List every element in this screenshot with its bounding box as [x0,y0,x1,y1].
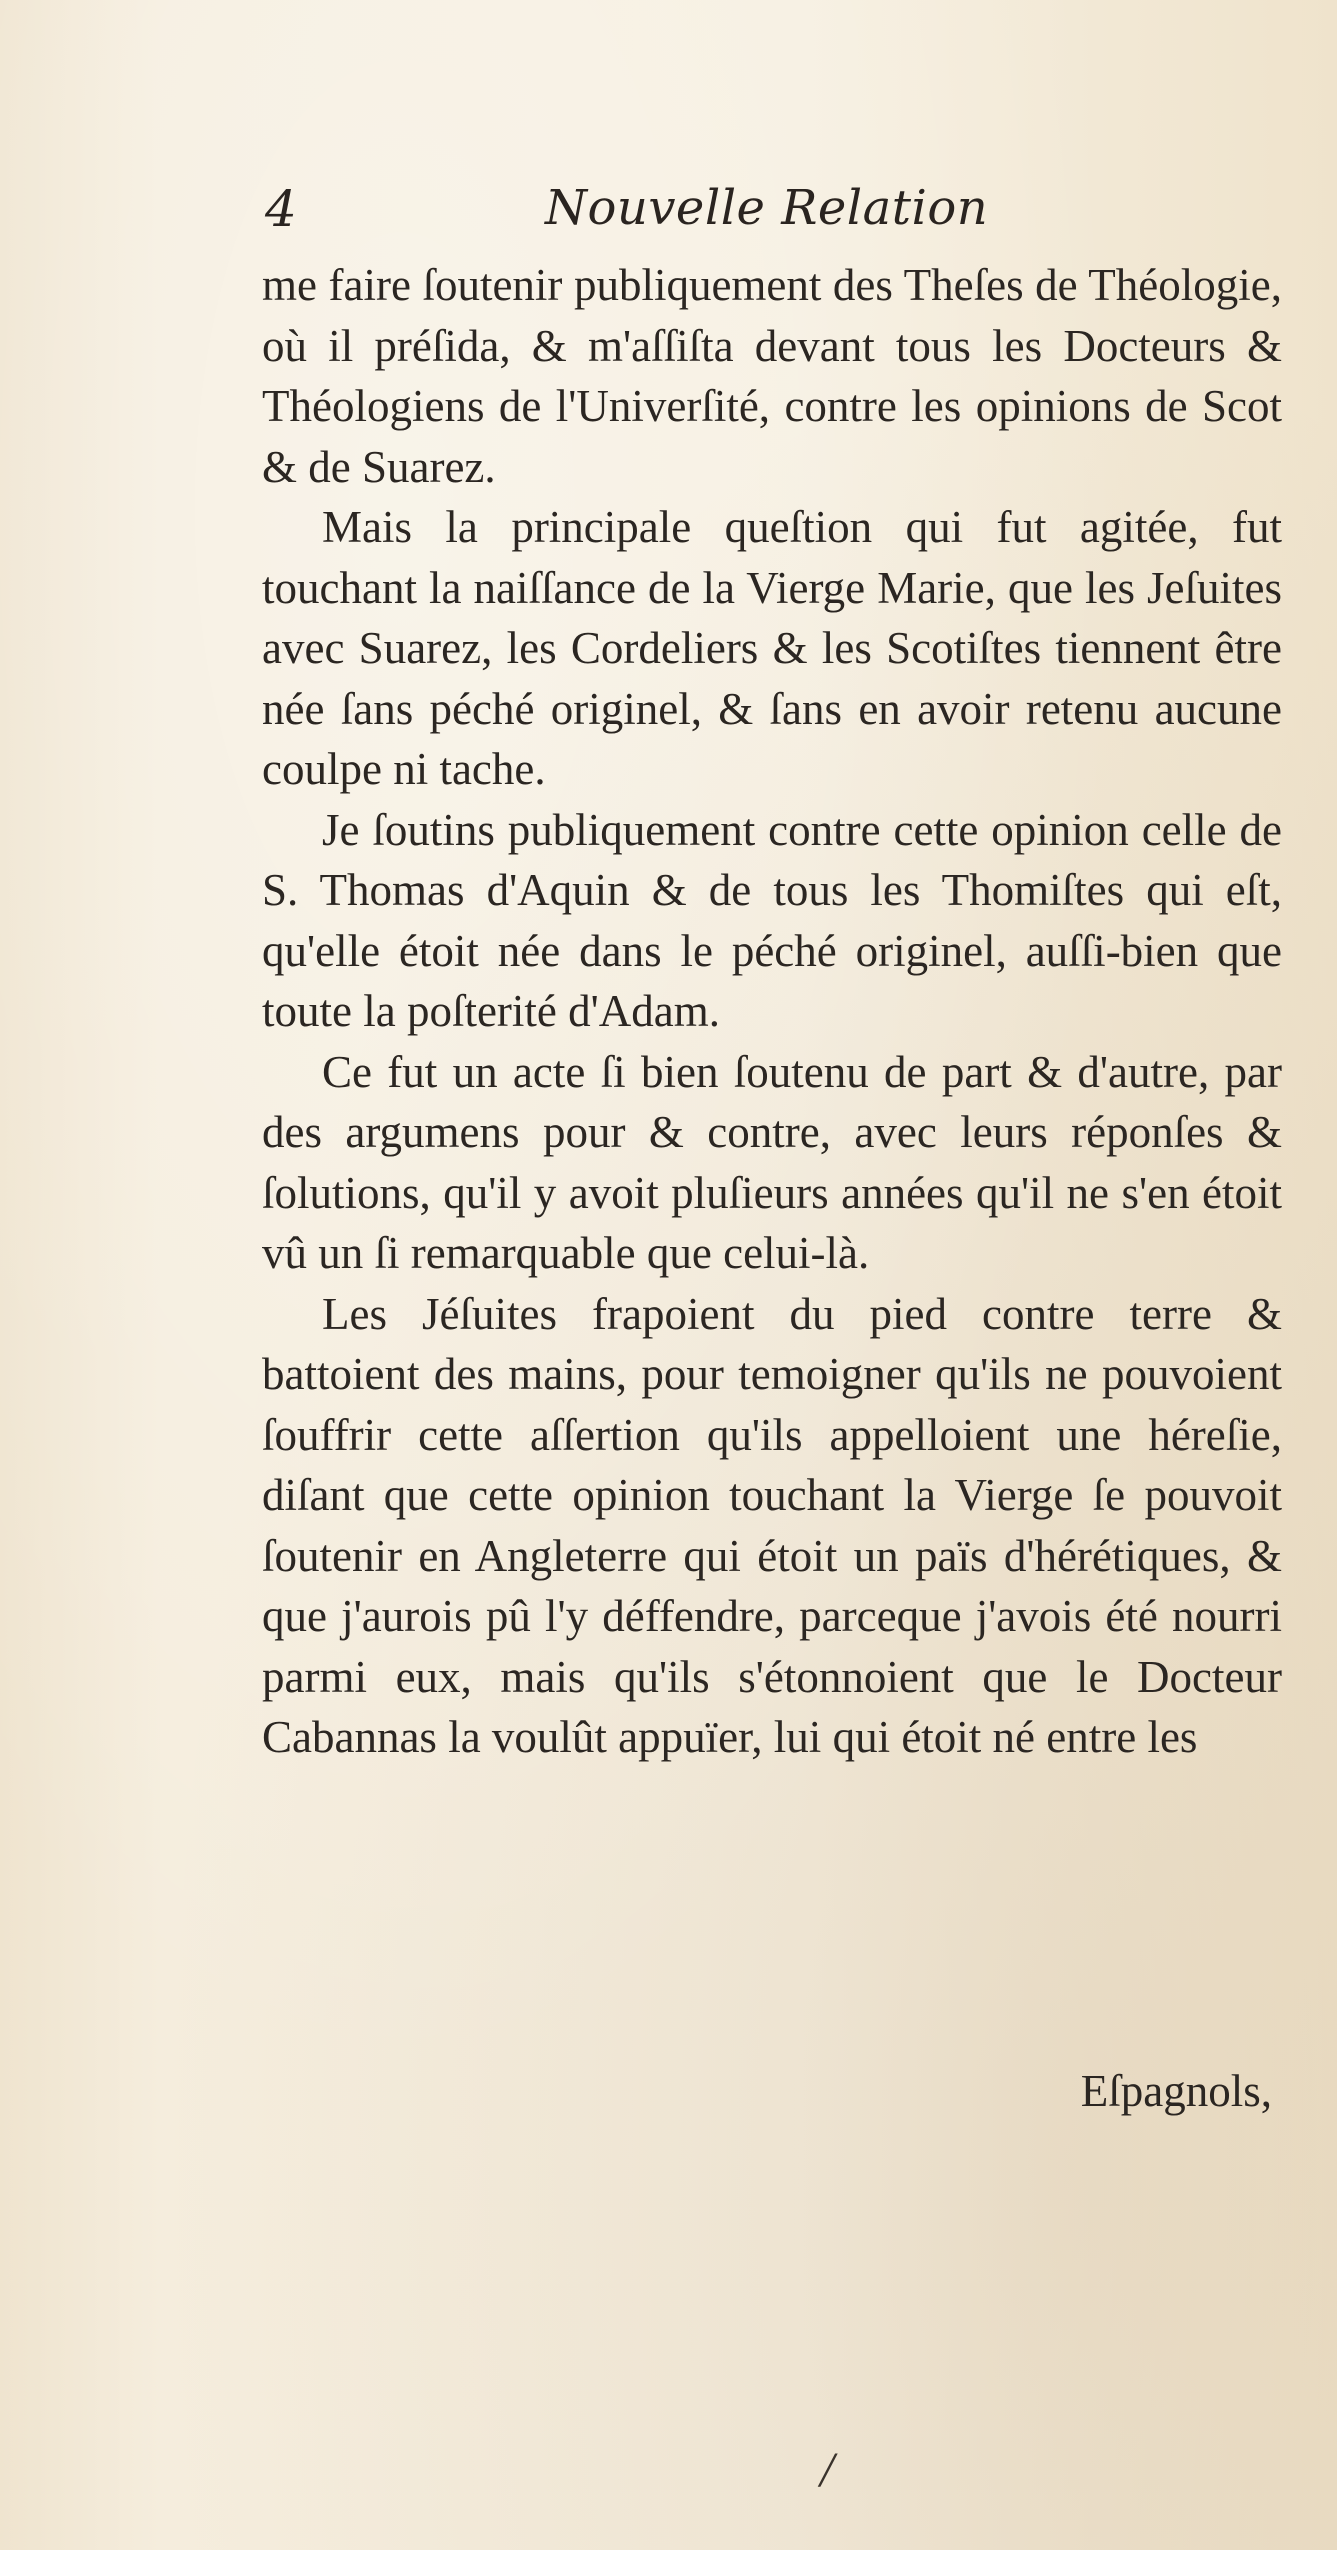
paragraph-3: Je ſoutins publiquement contre cette opinion celle de S. Thomas d'Aquin & de tous les Thomiſtes qui eſt, qu'elle étoit née dans le péché originel, auſſi-bien que toute la poſterité d'Adam. [262,804,1282,1036]
page-header [0,180,1337,250]
page-number: 4 [265,180,297,238]
paragraph-4: Ce fut un acte ſi bien ſoutenu de part & d'autre, par des argumens pour & contre, avec leurs réponſes & ſolutions, qu'il y avoit pluſieurs années qu'il ne s'en étoit vû un ſi remarquable que celui-là. [262,1046,1282,1278]
running-head: Nouvelle Relation [545,180,989,236]
paragraph-5: Les Jéſuites frapoient du pied contre terre & battoient des mains, pour temoigner qu'ils ne pouvoient ſouffrir cette aſſertion qu'ils appelloient une héreſie, diſant que cette opinion touchant la Vierge ſe pouvoit ſoutenir en Angleterre qui étoit un païs d'hérétiques, & que j'aurois pû l'y déffendre, parceque j'avois été nourri parmi eux, mais qu'ils s'étonnoient que le Docteur Cabannas la voulût appuïer, lui qui étoit né entre les [262,1288,1282,1762]
catchword: Eſpagnols, [1080,2066,1272,2116]
paragraph-1: me faire ſoutenir publiquement des Theſes de Théologie, où il préſida, & m'aſſiſta devant tous les Docteurs & Théologiens de l'Univerſité, contre les opinions de Scot & de Suarez. [262,260,1282,492]
body-text [262,255,1282,1768]
bottom-pencil-mark: / [820,2441,834,2497]
paragraph-2: Mais la principale queſtion qui fut agitée, fut touchant la naiſſance de la Vierge Marie, que les Jeſuites avec Suarez, les Cordeliers & les Scotiſtes tiennent être née ſans péché originel, & ſans en avoir retenu aucune coulpe ni tache. [262,502,1282,794]
